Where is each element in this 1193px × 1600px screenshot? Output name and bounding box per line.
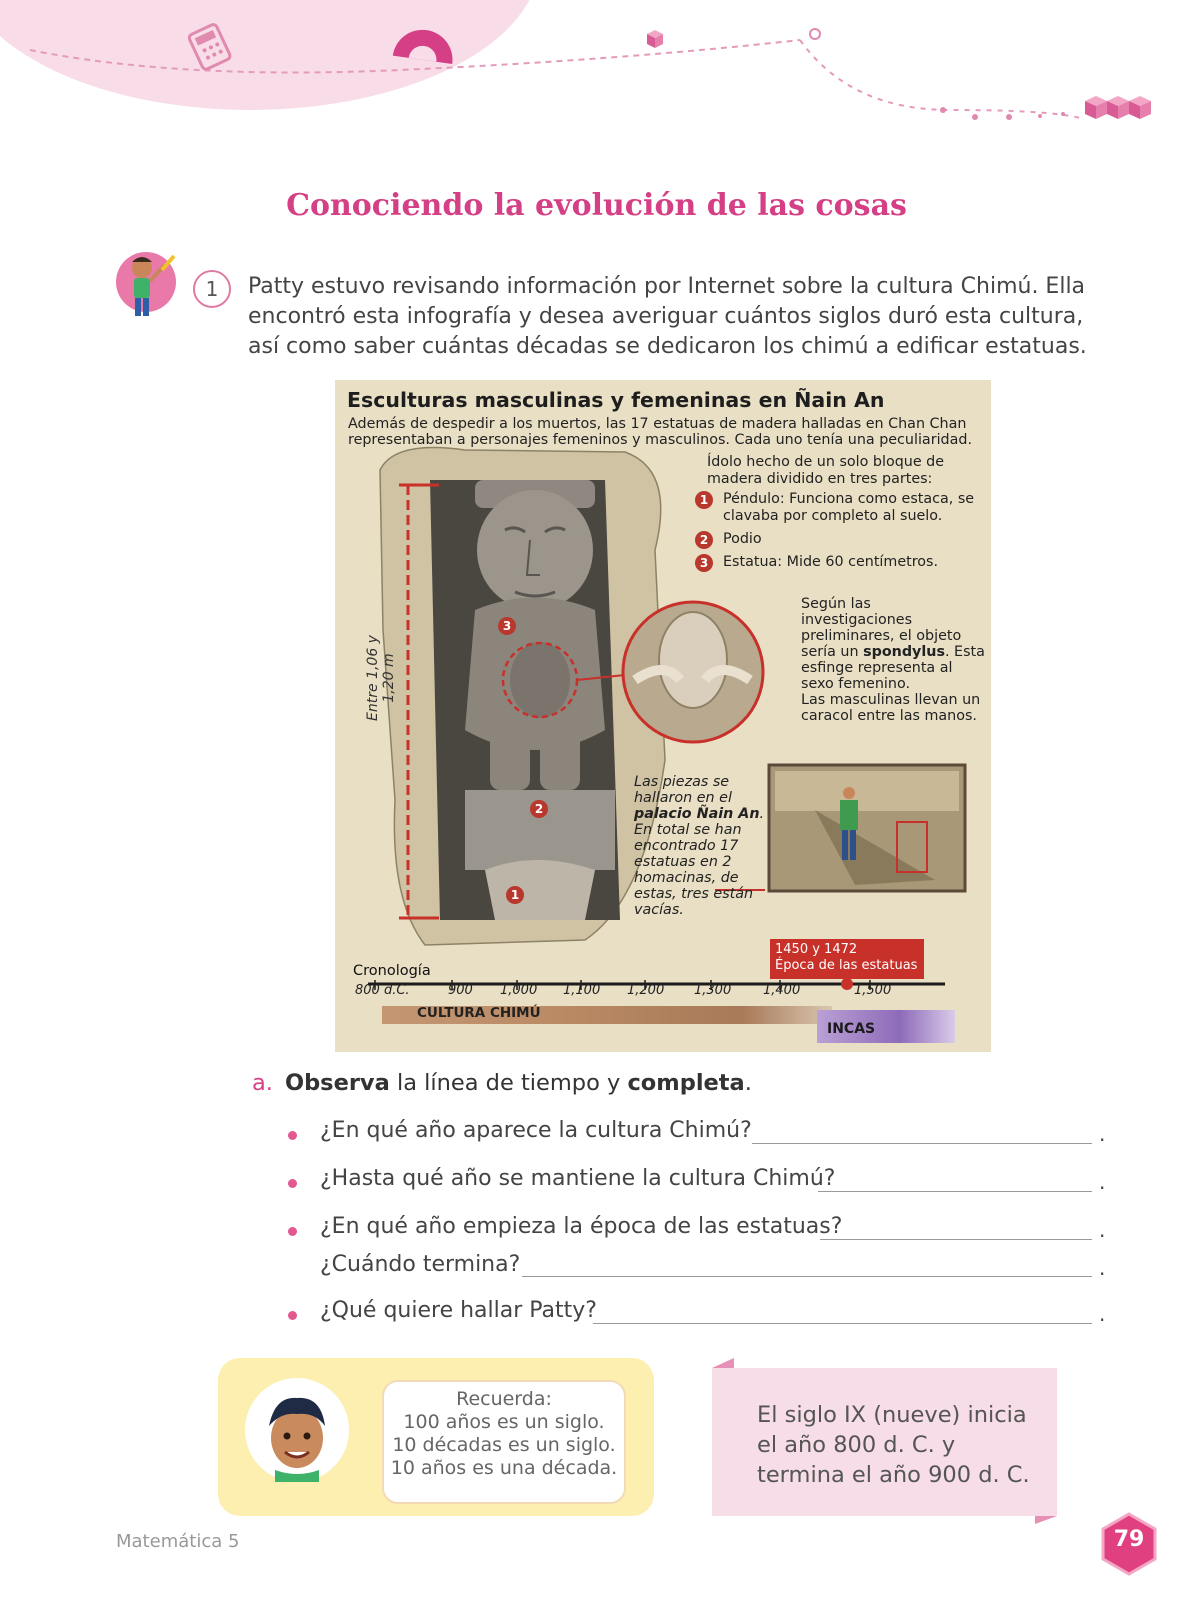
timeline-tick-1000: 1,000 — [500, 983, 538, 998]
problem-statement: Patty estuvo revisando información por Internet sobre la cultura Chimú. Ella encontró esta infografía y desea averiguar cuántos siglos duró esta cultura, así como saber cuántas décadas se dedicaron los chimú a edificar estatuas. — [248, 274, 1087, 359]
period-mark: . — [1099, 1170, 1106, 1194]
pendulum-badge-1: 1 — [506, 886, 524, 904]
cube-icon — [647, 30, 663, 48]
period-mark: . — [1099, 1256, 1106, 1280]
part-3-badge: 3 — [695, 554, 713, 572]
reminder-line: 10 décadas es un siglo. — [392, 1434, 616, 1456]
bullet — [288, 1179, 297, 1188]
boy-avatar — [245, 1378, 349, 1482]
page-title: Conociendo la evolución de las cosas — [286, 188, 907, 223]
bullet — [288, 1131, 297, 1140]
period-mark: . — [1099, 1302, 1106, 1326]
infographic-intro: Además de despedir a los muertos, las 17 estatuas de madera halladas en Chan Chan representaban a personajes femeninos y masculinos. Cada uno tenía una peculiaridad. — [348, 416, 972, 448]
infographic-title: Esculturas masculinas y femeninas en Ñain An — [347, 388, 885, 412]
activity-a-instruction: a. Observa la línea de tiempo y completa. — [252, 1070, 752, 1096]
timeline-tick-800: 800 d.C. — [355, 983, 410, 998]
protractor-icon — [393, 26, 457, 64]
timeline-tick-1100: 1,100 — [563, 983, 601, 998]
question-start-year: ¿En qué año aparece la cultura Chimú? — [320, 1118, 752, 1143]
question-patty-goal: ¿Qué quiere hallar Patty? — [320, 1298, 597, 1323]
reminder-line: 10 años es una década. — [390, 1457, 618, 1479]
statues-epoch-box — [770, 939, 924, 979]
question-end-year: ¿Hasta qué año se mantiene la cultura Chimú? — [320, 1166, 836, 1191]
answer-field-end-year[interactable] — [818, 1191, 1092, 1192]
timeline-tick-1200: 1,200 — [627, 983, 665, 998]
bullet — [288, 1227, 297, 1236]
height-label: Entre 1,06 y 1,20 m — [365, 635, 397, 721]
statues-epoch-label: Época de las estatuas — [775, 958, 918, 973]
part-2-badge: 2 — [695, 531, 713, 549]
part-1-label: Péndulo: Funciona como estaca, se clavaba por completo al suelo. — [723, 491, 975, 524]
idol-description: Ídolo hecho de un solo bloque de madera dividido en tres partes: — [707, 454, 945, 487]
problem-number: 1 — [193, 270, 231, 308]
period-mark: . — [1099, 1218, 1106, 1242]
infographic — [335, 380, 991, 1052]
timeline-tick-1300: 1,300 — [694, 983, 732, 998]
answer-field-start-year[interactable] — [752, 1143, 1092, 1144]
timeline-tick-900: 900 — [448, 983, 473, 998]
header-decoration — [0, 0, 1193, 140]
calculator-icon — [188, 23, 231, 70]
answer-field-statues-end[interactable] — [522, 1276, 1092, 1277]
spondylus-note: Según las investigaciones preliminares, el objeto sería un spondylus. Esta esfinge representa al sexo femenino. Las masculinas llevan un caracol entre las manos. — [801, 596, 985, 724]
chimu-culture-label: CULTURA CHIMÚ — [417, 1005, 541, 1021]
student-with-pencil-icon — [112, 248, 182, 324]
answer-field-statues-start[interactable] — [820, 1239, 1092, 1240]
statue-badge-3: 3 — [498, 617, 516, 635]
question-statues-end: ¿Cuándo termina? — [320, 1252, 521, 1277]
incas-label: INCAS — [827, 1021, 876, 1037]
podium-badge-2: 2 — [530, 800, 548, 818]
statues-epoch-years: 1450 y 1472 — [775, 942, 858, 957]
part-2-label: Podio — [723, 531, 762, 547]
footer-subject: Matemática 5 — [116, 1531, 240, 1552]
question-statues-start: ¿En qué año empieza la época de las estatuas? — [320, 1214, 843, 1239]
reminder-line: 100 años es un siglo. — [403, 1411, 605, 1433]
reminder-heading: Recuerda: — [456, 1388, 552, 1410]
answer-field-patty-goal[interactable] — [593, 1323, 1092, 1324]
statues-epoch-marker — [841, 978, 853, 990]
part-1-badge: 1 — [695, 491, 713, 509]
pieces-found-note: Las piezas se hallaron en el palacio Ñain An. En total se han encontrado 17 estatuas en 2 homacinas, de estas, tres están vacías. — [634, 774, 765, 918]
timeline-tick-1500: 1,500 — [854, 983, 892, 998]
part-3-label: Estatua: Mide 60 centímetros. — [723, 554, 939, 570]
timeline-tick-1400: 1,400 — [763, 983, 801, 998]
timeline-label: Cronología — [353, 963, 431, 979]
period-mark: . — [1099, 1122, 1106, 1146]
boy-face-icon — [245, 1378, 349, 1482]
century-note-text: El siglo IX (nueve) inicia el año 800 d. C. y termina el año 900 d. C. — [757, 1402, 1030, 1488]
cubes-icon — [1085, 96, 1151, 119]
reminder-text — [382, 1388, 626, 1480]
bullet — [288, 1311, 297, 1320]
page-number: 79 — [1113, 1527, 1145, 1552]
